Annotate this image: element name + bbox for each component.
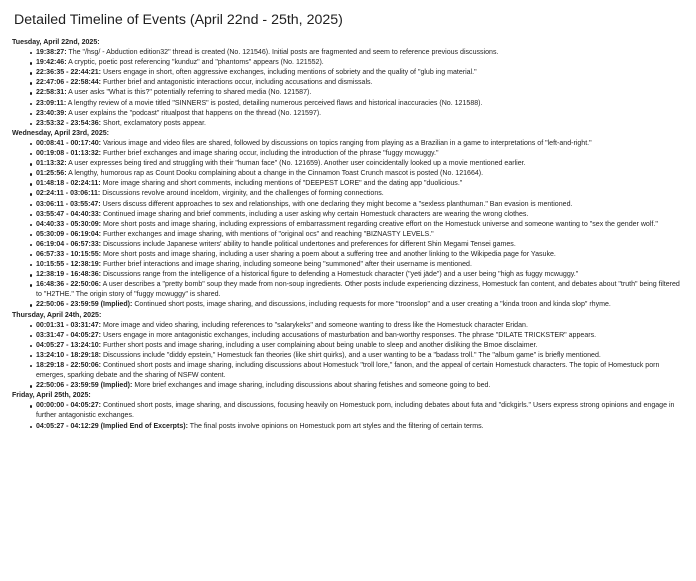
event-list bbox=[12, 139, 684, 311]
event-description: Continued short posts and image sharing, including discussions about Homestuck "troll lore," fanon, and the appeal of certain Homestuck characters. The topic of Homestuck porn emerges, sparking debate and the sharing of NSFW content. bbox=[36, 362, 660, 380]
event-timestamp: 22:50:06 - 23:59:59 (Implied): bbox=[36, 301, 133, 309]
event-item bbox=[30, 78, 684, 88]
event-timestamp: 19:38:27: bbox=[36, 49, 67, 57]
event-timestamp: 16:48:36 - 22:50:06: bbox=[36, 281, 102, 289]
event-timestamp: 04:05:27 - 13:24:10: bbox=[36, 341, 102, 349]
event-item bbox=[30, 169, 684, 179]
event-timestamp: 04:05:27 - 04:12:29 (Implied End of Excerpts): bbox=[36, 422, 188, 430]
event-timestamp: 22:58:31: bbox=[36, 89, 67, 97]
day-heading: Tuesday, April 22nd, 2025: bbox=[12, 39, 100, 46]
day-section bbox=[12, 311, 684, 392]
event-timestamp: 06:57:33 - 10:15:55: bbox=[36, 250, 102, 258]
event-item bbox=[30, 250, 684, 260]
event-item bbox=[30, 240, 684, 250]
event-description: Further brief interactions and image sharing, including someone being "summoned" after their username is mentioned. bbox=[103, 261, 472, 269]
event-item bbox=[30, 381, 684, 391]
event-item bbox=[30, 422, 684, 432]
event-item bbox=[30, 210, 684, 220]
event-timestamp: 19:42:46: bbox=[36, 59, 67, 67]
event-item bbox=[30, 48, 684, 58]
event-timestamp: 03:31:47 - 04:05:27: bbox=[36, 331, 102, 339]
event-item bbox=[30, 321, 684, 331]
event-list bbox=[12, 321, 684, 392]
event-description: Continued image sharing and brief comments, including a user asking why certain Homestuck characters are wearing the wrong clothes. bbox=[103, 210, 529, 218]
event-timestamp: 13:24:10 - 18:29:18: bbox=[36, 351, 102, 359]
event-timestamp: 00:00:00 - 04:05:27: bbox=[36, 402, 102, 410]
event-description: More short posts and image sharing, including expressions of embarrassment regarding creative effort on the Homestuck universe and someone wanting to "sex the gender wolf." bbox=[103, 220, 658, 228]
event-description: Discussions include "diddy epstein," Homestuck fan theories (like shirt quirks), and a user wanting to be a "badass troll." The "album game" is briefly mentioned. bbox=[103, 351, 601, 359]
event-item bbox=[30, 109, 684, 119]
event-item bbox=[30, 200, 684, 210]
event-timestamp: 10:15:55 - 12:38:19: bbox=[36, 261, 102, 269]
event-timestamp: 22:50:06 - 23:59:59 (Implied): bbox=[36, 382, 133, 390]
event-description: More brief exchanges and image sharing, including discussions about sharing fetishes and someone going to bed. bbox=[134, 382, 491, 390]
event-description: Short, exclamatory posts appear. bbox=[103, 119, 207, 127]
day-section bbox=[12, 38, 684, 129]
event-timestamp: 00:08:41 - 00:17:40: bbox=[36, 139, 102, 147]
event-timestamp: 03:06:11 - 03:55:47: bbox=[36, 200, 101, 208]
event-timestamp: 00:01:31 - 03:31:47: bbox=[36, 321, 102, 329]
event-description: A user asks "What is this?" potentially referring to shared media (No. 121587). bbox=[68, 89, 312, 97]
event-description: More image and video sharing, including references to "salarykeks" and someone wanting to dress like the Homestuck character Eridan. bbox=[103, 321, 528, 329]
event-item bbox=[30, 220, 684, 230]
event-description: A user expresses being tired and struggling with their "human face" (No. 121659). Another user coincidentally looked up a movie mentioned earlier. bbox=[68, 160, 526, 168]
event-item bbox=[30, 300, 684, 310]
event-description: Continued short posts, image sharing, and discussions, focusing heavily on Homestuck porn, including debates about futa and "dickgirls." Users express strong opinions and engage in further antagonistic exchanges. bbox=[36, 402, 675, 420]
event-description: Further brief exchanges and image sharing occur, including the introduction of the phrase "fuggy mcwuggy." bbox=[103, 150, 439, 158]
event-item bbox=[30, 179, 684, 189]
event-item bbox=[30, 58, 684, 68]
day-section bbox=[12, 129, 684, 311]
event-list bbox=[12, 401, 684, 431]
event-item bbox=[30, 331, 684, 341]
event-description: A user explains the "podcast" ritualpost that happens on the thread (No. 121597). bbox=[68, 109, 322, 117]
event-timestamp: 23:53:32 - 23:54:36: bbox=[36, 119, 102, 127]
event-timestamp: 04:40:33 - 05:30:09: bbox=[36, 220, 102, 228]
event-description: Users engage in more antagonistic exchanges, including accusations of masturbation and ban-worthy responses. The phrase "DILATE TRICKSTER" appears. bbox=[103, 331, 597, 339]
event-description: Further brief and antagonistic interactions occur, including accusations and dismissals. bbox=[103, 79, 373, 87]
event-item bbox=[30, 99, 684, 109]
event-item bbox=[30, 149, 684, 159]
day-heading: Wednesday, April 23rd, 2025: bbox=[12, 129, 109, 137]
event-description: Further short posts and image sharing, including a user complaining about being unable to sleep and another disliking the Bmoe disclaimer. bbox=[103, 341, 538, 349]
event-item bbox=[30, 159, 684, 169]
event-timestamp: 01:13:32: bbox=[36, 160, 67, 168]
event-description: A lengthy, humorous rap as Count Dooku complaining about a change in the Cinnamon Toast Crunch mascot is posted (No. 121664). bbox=[68, 170, 484, 178]
event-description: Discussions revolve around inceldom, virginity, and the challenges of forming connections. bbox=[102, 190, 384, 198]
event-description: The final posts involve opinions on Homestuck porn art styles and the filtering of certain terms. bbox=[189, 422, 484, 430]
event-item bbox=[30, 280, 684, 300]
event-item bbox=[30, 139, 684, 149]
event-timestamp: 02:24:11 - 03:06:11: bbox=[36, 190, 101, 198]
event-timestamp: 05:30:09 - 06:19:04: bbox=[36, 230, 102, 238]
event-description: A cryptic, poetic post referencing "kunduz" and "phantoms" appears (No. 121552). bbox=[68, 59, 324, 67]
event-timestamp: 06:19:04 - 06:57:33: bbox=[36, 240, 102, 248]
event-description: Continued short posts, image sharing, and discussions, including requests for more "troonslop" and a user creating a "kinda troon and kinda slop" rhyme. bbox=[134, 301, 611, 309]
event-item bbox=[30, 119, 684, 129]
event-item bbox=[30, 351, 684, 361]
timeline bbox=[12, 38, 684, 432]
event-item bbox=[30, 401, 684, 421]
event-timestamp: 00:19:08 - 01:13:32: bbox=[36, 150, 102, 158]
event-item bbox=[30, 88, 684, 98]
event-description: The "/hsg/ - Abduction edition32" thread is created (No. 121546). Initial posts are fragmented and seem to reference previous discussions. bbox=[68, 49, 499, 57]
event-description: More image sharing and short comments, including mentions of "DEEPEST LORE" and the dating app "duolicious." bbox=[102, 180, 463, 188]
event-item bbox=[30, 270, 684, 280]
event-description: Further exchanges and image sharing, with mentions of "original ocs" and reaching "BIZNASTY LEVELS." bbox=[103, 230, 434, 238]
event-timestamp: 23:09:11: bbox=[36, 99, 67, 107]
event-item bbox=[30, 189, 684, 199]
event-timestamp: 01:48:18 - 02:24:11: bbox=[36, 180, 101, 188]
event-timestamp: 12:38:19 - 16:48:36: bbox=[36, 271, 102, 279]
event-item bbox=[30, 68, 684, 78]
event-description: Discussions include Japanese writers' ability to handle political undertones and preferences for different Shin Megami Tensei games. bbox=[103, 240, 516, 248]
event-description: Users engage in short, often aggressive exchanges, including mentions of sobriety and the quality of "glub ing material." bbox=[103, 69, 477, 77]
event-description: Discussions range from the intelligence of a historical figure to defending a Homestuck character ("yeti jäde") and a user being "high as fuggy mcwuggy." bbox=[103, 271, 579, 279]
event-description: A lengthy review of a movie titled "SINNERS" is posted, detailing numerous perceived flaws and historical inaccuracies (No. 121588). bbox=[67, 99, 483, 107]
event-description: Various image and video files are shared, followed by discussions on topics ranging from playing as a Brazilian in a game to interpretations of "left-and-right." bbox=[103, 139, 592, 147]
day-heading: Friday, April 25th, 2025: bbox=[12, 392, 91, 400]
event-item bbox=[30, 361, 684, 381]
day-section bbox=[12, 391, 684, 431]
event-description: Users discuss different approaches to sex and relationships, with one declaring they might become a "sexless planthuman." Ban evasion is mentioned. bbox=[102, 200, 573, 208]
day-heading: Thursday, April 24th, 2025: bbox=[12, 311, 102, 319]
event-item bbox=[30, 341, 684, 351]
event-item bbox=[30, 260, 684, 270]
event-timestamp: 23:40:39: bbox=[36, 109, 67, 117]
event-description: A user describes a "pretty bomb" soup they made from non-soup ingredients. Other posts include experiencing dizziness, Homestuck fan content, and debates about "truth" being filtered to "H2THE." The origin story of "fuggy mcwuggy" is shared. bbox=[36, 281, 680, 299]
event-description: More short posts and image sharing, including a user sharing a poem about a suffering tree and another linking to the Wikipedia page for Yasuke. bbox=[103, 250, 556, 258]
event-timestamp: 18:29:18 - 22:50:06: bbox=[36, 362, 102, 369]
event-timestamp: 22:36:35 - 22:44:21: bbox=[36, 69, 102, 77]
event-timestamp: 03:55:47 - 04:40:33: bbox=[36, 210, 102, 218]
event-item bbox=[30, 230, 684, 240]
event-timestamp: 01:25:56: bbox=[36, 170, 67, 178]
event-timestamp: 22:47:06 - 22:58:44: bbox=[36, 79, 102, 87]
page-title: Detailed Timeline of Events (April 22nd - 25th, 2025) bbox=[14, 12, 343, 28]
event-list bbox=[12, 48, 684, 129]
